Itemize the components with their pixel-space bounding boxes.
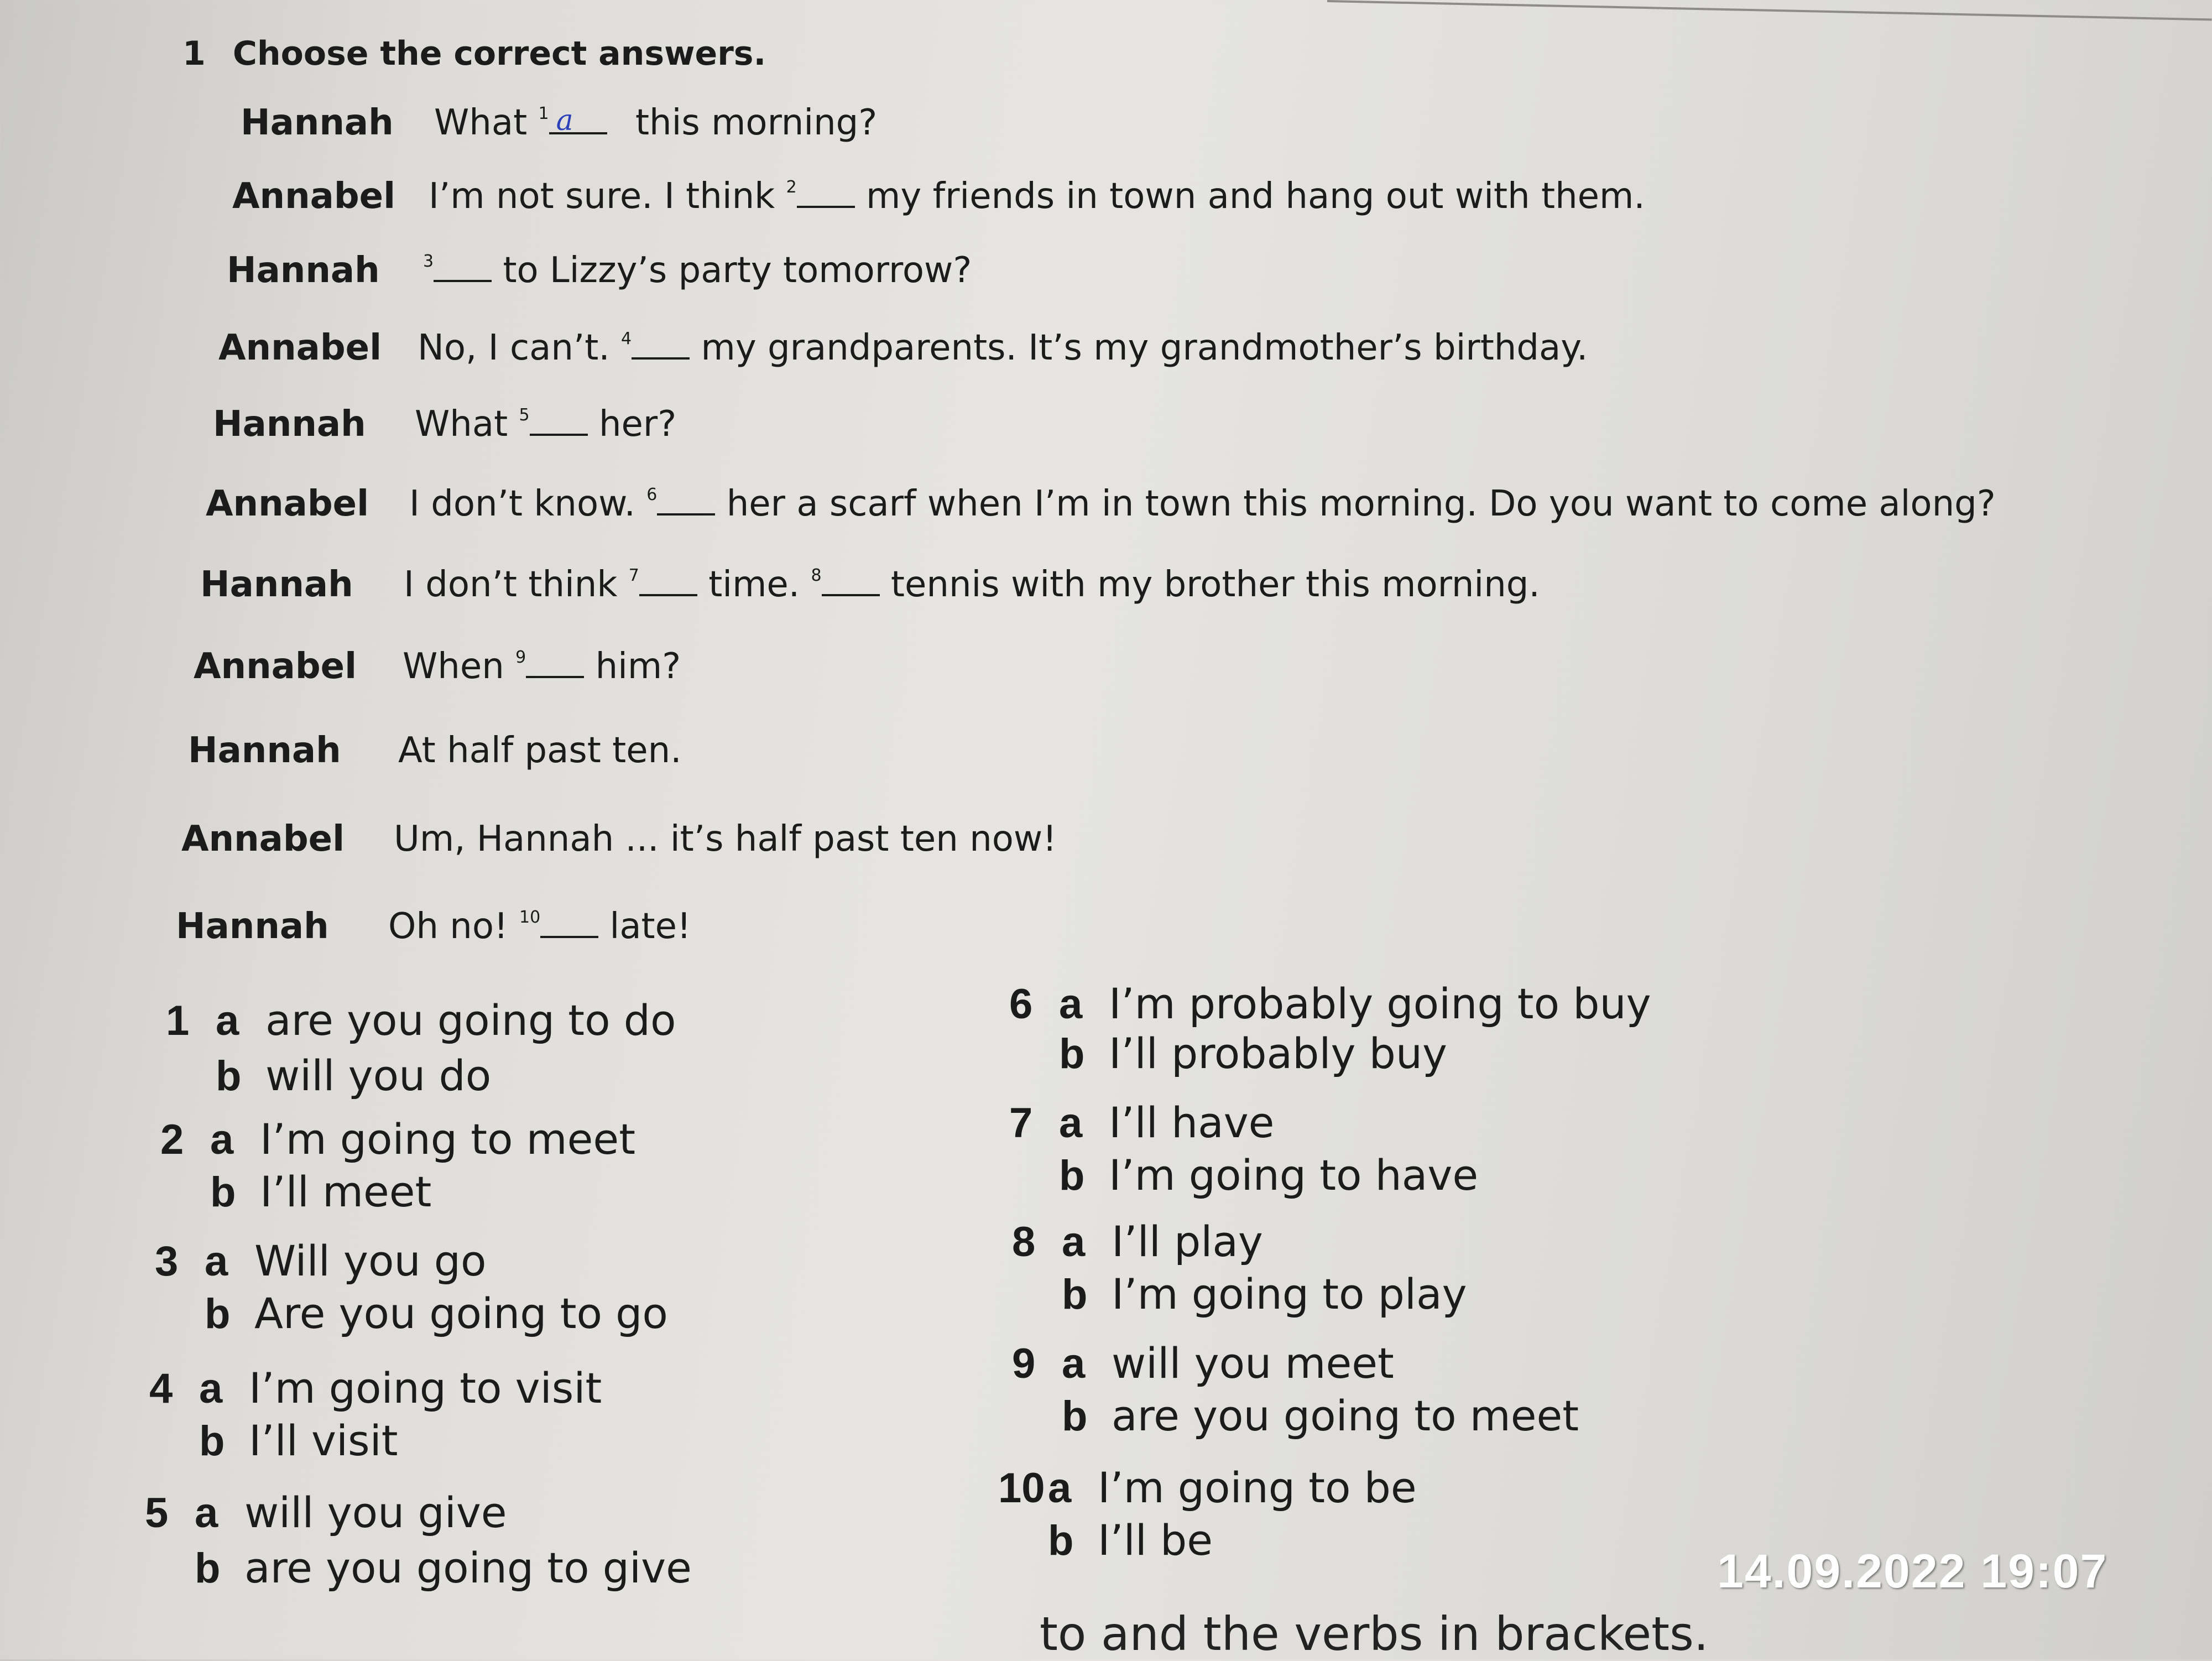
gap-number: 2	[786, 178, 797, 197]
line-text-after: him?	[584, 646, 681, 687]
dialogue-line	[434, 102, 877, 143]
line-text-after: her?	[587, 404, 677, 445]
option-letter: b	[216, 1053, 242, 1100]
line-text-after: my grandparents. It’s my grandmother’s birthday.	[690, 327, 1588, 368]
option-3-a	[155, 1236, 487, 1285]
exercise-instruction: Choose the correct answers.	[232, 34, 766, 73]
option-10-a	[998, 1463, 1417, 1512]
option-text: I’ll have	[1109, 1098, 1275, 1147]
option-6-b	[1009, 1029, 1447, 1078]
line-text-after: tennis with my brother this morning.	[879, 564, 1540, 605]
option-letter: b	[1048, 1517, 1074, 1564]
option-letter: b	[1062, 1271, 1088, 1318]
option-number: 9	[1012, 1340, 1036, 1387]
answer-gap	[632, 335, 690, 360]
option-text: will you do	[265, 1051, 492, 1100]
option-text: I’ll probably buy	[1109, 1029, 1447, 1078]
page-edge-line	[1327, 0, 2212, 21]
gap-number: 5	[519, 405, 530, 425]
line-text-before: I don’t think	[404, 564, 629, 605]
option-text: are you going to give	[244, 1543, 692, 1592]
speaker-name: Annabel	[218, 327, 382, 368]
option-number: 6	[1009, 981, 1033, 1028]
option-text: I’m going to be	[1098, 1463, 1417, 1512]
option-4-a	[149, 1363, 602, 1413]
option-letter: a	[216, 997, 239, 1044]
option-3-b	[155, 1289, 668, 1338]
dialogue-line	[409, 483, 1996, 524]
gap-number: 4	[621, 329, 632, 348]
option-2-a	[160, 1115, 635, 1164]
option-5-b	[145, 1543, 692, 1592]
dialogue-line	[388, 906, 691, 947]
dialogue-line	[423, 250, 972, 291]
option-2-b	[160, 1167, 431, 1216]
option-letter: b	[199, 1418, 225, 1465]
option-6-a	[1009, 979, 1651, 1028]
option-letter: b	[210, 1169, 236, 1216]
exercise-heading	[182, 34, 766, 73]
line-text: At half past ten.	[398, 730, 682, 771]
option-letter: a	[210, 1116, 234, 1163]
option-letter: a	[1048, 1465, 1072, 1512]
option-text: I’ll meet	[260, 1167, 432, 1216]
option-text: Will you go	[254, 1236, 487, 1285]
option-text: I’m probably going to buy	[1109, 979, 1651, 1028]
answer-gap	[822, 572, 880, 596]
option-7-b	[1009, 1150, 1478, 1200]
option-text: I’m going to visit	[249, 1363, 602, 1413]
answer-gap	[657, 491, 715, 516]
dialogue-line	[418, 327, 1588, 368]
gap-number: 8	[811, 566, 822, 585]
option-9-a	[1012, 1339, 1394, 1388]
gap-number: 9	[515, 648, 526, 667]
option-letter: b	[1059, 1152, 1085, 1199]
dialogue-line	[394, 819, 1057, 860]
speaker-name: Annabel	[194, 646, 357, 687]
option-number: 4	[149, 1365, 173, 1412]
option-9-b	[1012, 1391, 1579, 1440]
speaker-name: Hannah	[241, 102, 394, 143]
exercise-number: 1	[182, 34, 206, 73]
speaker-name: Annabel	[181, 819, 345, 860]
option-1-a	[166, 996, 676, 1045]
dialogue-line	[403, 646, 681, 687]
line-text-after: late!	[598, 906, 691, 947]
timestamp: 14.09.2022 19:07	[1717, 1545, 2108, 1598]
option-number: 3	[155, 1238, 179, 1285]
gap-number: 7	[628, 566, 639, 585]
line-text-before: I don’t know.	[409, 483, 647, 524]
answer-gap	[639, 572, 697, 596]
speaker-name: Hannah	[213, 404, 366, 445]
option-letter: a	[1059, 1100, 1083, 1147]
option-number: 10	[998, 1465, 1045, 1512]
option-5-a	[145, 1488, 507, 1537]
line-text-before: When	[403, 646, 516, 687]
gap-number: 6	[646, 485, 658, 504]
speaker-name: Annabel	[206, 483, 369, 524]
answer-gap	[434, 258, 492, 282]
option-letter: b	[205, 1290, 231, 1337]
option-4-b	[149, 1416, 398, 1465]
line-text: Um, Hannah ... it’s half past ten now!	[394, 819, 1057, 860]
gap-number: 10	[519, 908, 541, 927]
option-number: 1	[166, 997, 190, 1044]
line-text-after: my friends in town and hang out with them.	[854, 176, 1645, 217]
gap-number: 1	[538, 104, 549, 123]
line-text-before: What	[415, 404, 519, 445]
option-1-b	[166, 1051, 491, 1100]
option-letter: b	[1059, 1030, 1085, 1077]
option-letter: a	[1062, 1219, 1086, 1266]
line-text-before: No, I can’t.	[418, 327, 622, 368]
option-text: are you going to meet	[1112, 1391, 1579, 1440]
option-letter: a	[195, 1490, 218, 1537]
option-text: I’m going to meet	[260, 1115, 635, 1164]
option-text: I’ll be	[1098, 1516, 1213, 1565]
option-text: I’ll play	[1112, 1217, 1263, 1266]
dialogue-line	[415, 404, 676, 445]
option-text: will you give	[244, 1488, 507, 1537]
option-8-a	[1012, 1217, 1263, 1266]
answer-gap	[526, 654, 584, 678]
option-text: Are you going to go	[254, 1289, 668, 1338]
speaker-name: Annabel	[232, 176, 395, 217]
line-text-before: Oh no!	[388, 906, 519, 947]
handwritten-answer: a	[556, 104, 573, 137]
answer-gap	[530, 412, 588, 436]
answer-gap	[797, 184, 855, 208]
line-text-after: this morning?	[624, 102, 878, 143]
option-letter: b	[195, 1545, 221, 1592]
option-text: I’ll visit	[249, 1416, 398, 1465]
line-text-middle: time.	[697, 564, 811, 605]
line-text-after: to Lizzy’s party tomorrow?	[492, 250, 972, 291]
option-10-b	[998, 1516, 1213, 1565]
speaker-name: Hannah	[200, 564, 353, 605]
option-letter: a	[205, 1238, 228, 1285]
option-number: 7	[1009, 1100, 1033, 1147]
option-letter: b	[1062, 1393, 1088, 1440]
line-text-before: I’m not sure. I think	[429, 176, 786, 217]
option-text: I’m going to have	[1109, 1150, 1479, 1200]
option-number: 2	[160, 1116, 184, 1163]
option-letter: a	[199, 1365, 223, 1412]
answer-gap	[540, 914, 598, 938]
option-text: will you meet	[1112, 1339, 1394, 1388]
line-text-before: What	[434, 102, 539, 143]
dialogue-line	[429, 176, 1645, 217]
option-number: 8	[1012, 1219, 1036, 1266]
option-7-a	[1009, 1098, 1274, 1147]
line-text-after: her a scarf when I’m in town this morning. Do you want to come along?	[715, 483, 1996, 524]
option-letter: a	[1062, 1340, 1086, 1387]
speaker-name: Hannah	[188, 730, 341, 771]
option-8-b	[1012, 1269, 1467, 1319]
option-text: I’m going to play	[1112, 1269, 1467, 1319]
option-text: are you going to do	[265, 996, 676, 1045]
dialogue-line	[398, 730, 682, 771]
option-number: 5	[145, 1490, 169, 1537]
speaker-name: Hannah	[176, 906, 329, 947]
option-letter: a	[1059, 981, 1083, 1028]
dialogue-line	[404, 564, 1540, 605]
next-exercise-fragment: to and the verbs in brackets.	[1040, 1607, 1709, 1661]
gap-number: 3	[423, 252, 434, 271]
speaker-name: Hannah	[227, 250, 380, 291]
